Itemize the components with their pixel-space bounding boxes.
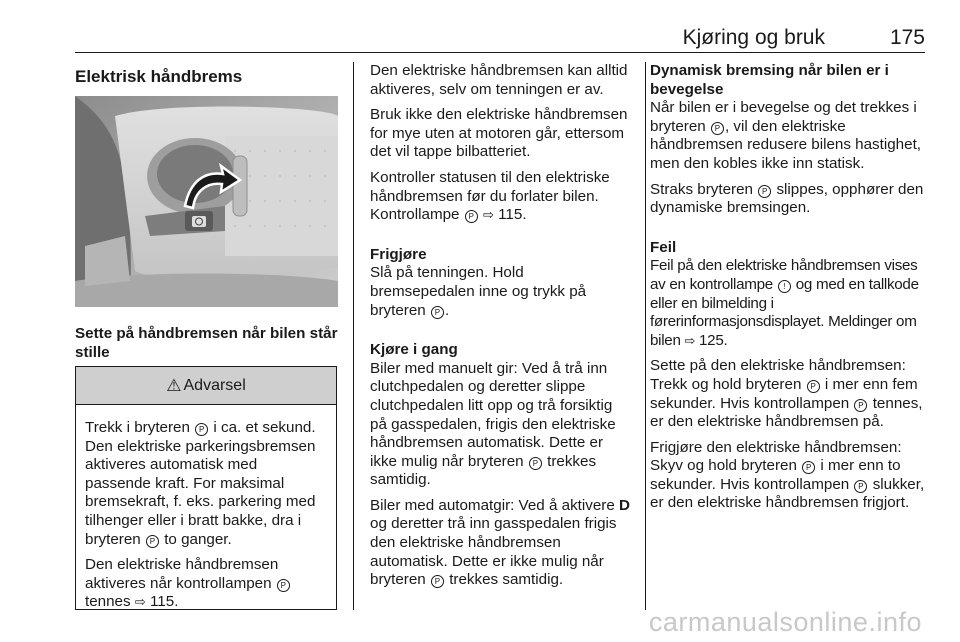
- paragraph: Bruk ikke den elektriske håndbremsen for mye uten at motoren går, ettersom det vil tappe bilbatteriet.: [370, 106, 628, 161]
- warning-box: [75, 366, 337, 610]
- column-2: [370, 62, 632, 597]
- paragraph-text: i mer enn to sekunder. Hvis kontrollampen: [650, 457, 901, 493]
- paragraph: [370, 497, 632, 590]
- warning-text: tennes: [85, 593, 131, 611]
- paragraph-text: Kontroller statusen til den elektriske håndbremsen før du forlater bilen. Kontrollampe: [370, 168, 610, 224]
- paragraph-text: .: [444, 301, 450, 319]
- page-reference: 125.: [699, 331, 728, 349]
- parking-brake-icon: P: [807, 380, 820, 393]
- page-ref-arrow-icon: ⇨: [134, 594, 146, 610]
- chapter-title: Kjøring og bruk: [682, 26, 825, 49]
- page-header: [75, 26, 925, 52]
- image-caption: Sette på håndbremsen når bilen står stille: [75, 325, 338, 361]
- warning-paragraph-2: [85, 556, 327, 612]
- paragraph: [650, 257, 926, 350]
- paragraph-text: trekkes samtidig.: [370, 452, 597, 489]
- parking-brake-icon: P: [431, 306, 444, 319]
- paragraph: [650, 439, 926, 513]
- parking-brake-icon: P: [711, 122, 724, 135]
- paragraph-text: Biler med automatgir: Ved å aktivere: [370, 496, 615, 514]
- paragraph-text: trekkes samtidig.: [449, 571, 564, 589]
- page-reference: 115.: [498, 206, 527, 224]
- page-ref-arrow-icon: ⇨: [482, 207, 494, 223]
- paragraph: [370, 360, 632, 490]
- parking-brake-icon: P: [758, 185, 771, 198]
- fault-lamp-icon: !: [778, 280, 791, 293]
- warning-header: [76, 367, 336, 405]
- subheading-release: Frigjøre: [370, 245, 427, 263]
- paragraph: [650, 99, 926, 173]
- subheading-drive-off: Kjøre i gang: [370, 341, 458, 359]
- parking-brake-icon: P: [854, 480, 867, 493]
- paragraph-text: Frigjøre den elektriske håndbremsen: Skyv og hold bryteren: [650, 438, 902, 475]
- parking-brake-icon: P: [529, 457, 542, 470]
- section-title: Elektrisk håndbrems: [75, 67, 243, 86]
- warning-text: i ca. et sekund. Den elektriske parkeringsbremsen aktiveres automatisk med passende kraft. For maksimal bremsekraft, f. eks. parkering med tilhenger eller i bratt bakke, dra i bryteren: [85, 419, 316, 548]
- paragraph-text: tennes, er den elektriske håndbremsen på.: [650, 394, 923, 431]
- paragraph-text: Biler med manuelt gir: Ved å trå inn clutchpedalen og deretter slippe clutchpedalen litt opp og trå forsiktig på gasspedalen, frigis den elektriske håndbremsen automatisk. Dette er ikke mulig når bryteren: [370, 359, 616, 470]
- gear-d-label: D: [619, 496, 631, 514]
- parking-brake-icon: P: [802, 461, 815, 474]
- page-ref-arrow-icon: ⇨: [684, 332, 696, 348]
- paragraph-text: i mer enn fem sekunder. Hvis kontrollampen: [650, 375, 918, 412]
- paragraph-text: og deretter trå inn gasspedalen frigis den elektriske håndbremsen automatisk. Dette er ikke mulig når bryteren: [370, 515, 617, 589]
- parking-brake-icon: P: [195, 423, 208, 436]
- parking-brake-icon: P: [431, 575, 444, 588]
- parking-brake-icon: P: [277, 579, 290, 592]
- paragraph-text: og med en tallkode eller en bilmelding i førerinformasjonsdisplayet. Meldinger om bilen: [650, 275, 919, 349]
- paragraph: [650, 181, 926, 218]
- page-reference: 115.: [149, 593, 179, 611]
- paragraph-text: Når bilen er i bevegelse og det trekkes i bryteren: [650, 99, 917, 135]
- parking-brake-icon: P: [854, 399, 867, 412]
- warning-text: Den elektriske håndbremsen aktiveres når kontrollampen: [85, 556, 279, 592]
- warning-body: [76, 405, 336, 612]
- parking-brake-icon: P: [146, 535, 159, 548]
- parking-brake-icon: P: [465, 210, 478, 223]
- paragraph-text: slippes, opphører den dynamiske bremsingen.: [650, 180, 924, 217]
- parking-brake-photo: [75, 96, 338, 307]
- paragraph: [370, 264, 632, 320]
- warning-paragraph-1: [85, 419, 327, 549]
- column-3: [650, 62, 926, 520]
- header-rule: [75, 52, 925, 53]
- watermark: carmanualsonline.info: [648, 607, 922, 637]
- paragraph-text: Straks bryteren: [650, 180, 753, 198]
- paragraph-text: Feil på den elektriske håndbremsen vises av en kontrollampe: [650, 257, 918, 293]
- paragraph-text: slukker, er den elektriske håndbremsen frigjort.: [650, 475, 925, 512]
- column-divider-1: [353, 62, 354, 610]
- paragraph: Den elektriske håndbremsen kan alltid aktiveres, selv om tenningen er av.: [370, 62, 628, 98]
- warning-text: to ganger.: [164, 530, 232, 548]
- subheading-dynamic-braking: Dynamisk bremsing når bilen er i bevegelse: [650, 62, 889, 98]
- paragraph-text: , vil den elektriske håndbremsen redusere bilens hastighet, men den kobles ikke inn statisk.: [650, 117, 922, 172]
- paragraph-text: Slå på tenningen. Hold bremsepedalen inne og trykk på bryteren: [370, 264, 587, 319]
- warning-text: Trekk i bryteren: [85, 419, 190, 436]
- paragraph-text: Sette på den elektriske håndbremsen: Trekk og hold bryteren: [650, 357, 906, 393]
- paragraph: [650, 357, 926, 431]
- warning-triangle-icon: ⚠: [166, 375, 182, 395]
- column-divider-2: [645, 62, 646, 610]
- subheading-fault: Feil: [650, 238, 677, 256]
- page-number: 175: [889, 26, 925, 49]
- warning-heading: Advarsel: [183, 376, 246, 394]
- column-1: [75, 62, 338, 87]
- paragraph: [370, 169, 632, 225]
